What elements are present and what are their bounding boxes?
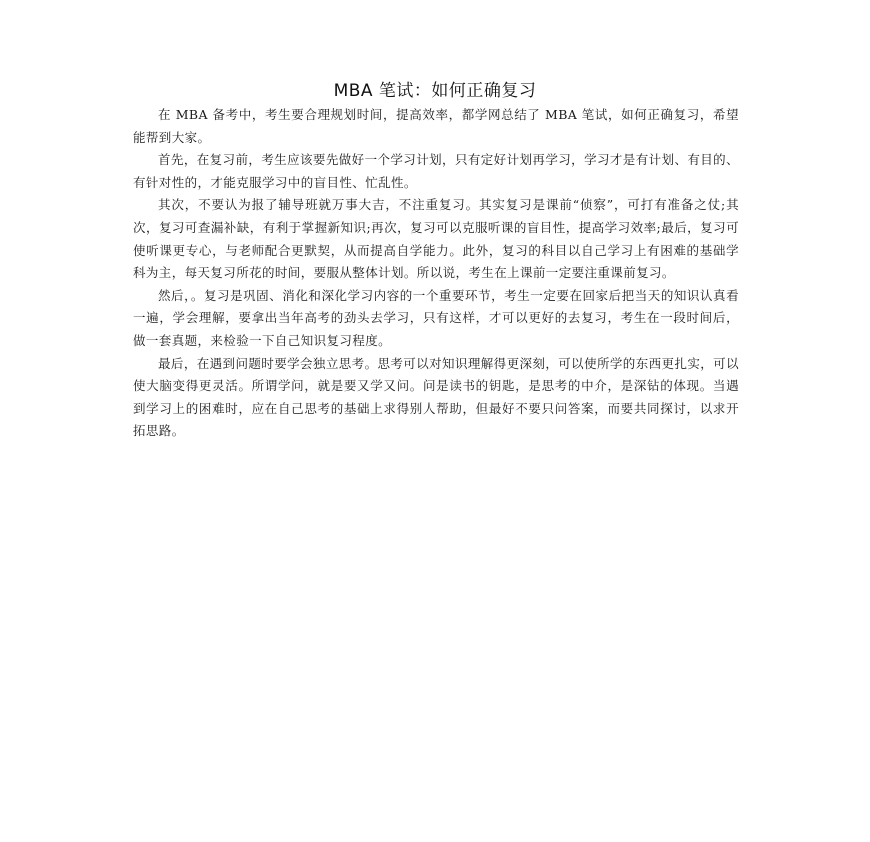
document-body — [133, 104, 739, 443]
paragraph-finally: 最后，在遇到问题时要学会独立思考。思考可以对知识理解得更深刻，可以使所学的东西更扎实，可以使大脑变得更灵活。所谓学问，就是要又学又问。问是读书的钥匙，是思考的中介，是深钻的体现。当遇到学习上的困难时，应在自己思考的基础上求得别人帮助，但最好不要只问答案，而要共同探讨，以求开拓思路。 — [133, 355, 739, 439]
paragraph-then: 然后，。复习是巩固、消化和深化学习内容的一个重要环节，考生一定要在回家后把当天的知识认真看一遍，学会理解，要拿出当年高考的劲头去学习，只有这样，才可以更好的去复习，考生在一段时间后，做一套真题，来检验一下自己知识复习程度。 — [133, 287, 739, 348]
paragraph-first: 首先，在复习前，考生应该要先做好一个学习计划，只有定好计划再学习，学习才是有计划、有目的、有针对性的，才能克服学习中的盲目性、忙乱性。 — [133, 152, 739, 190]
page-title: MBA 笔试：如何正确复习 — [333, 81, 537, 101]
paragraph-second: 其次，不要认为报了辅导班就万事大吉，不注重复习。其实复习是课前“侦察”，可打有准备之仗;其次，复习可查漏补缺，有利于掌握新知识;再次，复习可以克服听课的盲目性，提高学习效率;最后，复习可使听课更专心，与老师配合更默契，从而提高自学能力。此外，复习的科目以自己学习上有困难的基础学科为主，每天复习所花的时间，要服从整体计划。所以说，考生在上课前一定要注重课前复习。 — [133, 197, 739, 281]
paragraph-intro: 在 MBA 备考中，考生要合理规划时间，提高效率，都学网总结了 MBA 笔试，如何正确复习，希望能帮到大家。 — [133, 107, 739, 145]
